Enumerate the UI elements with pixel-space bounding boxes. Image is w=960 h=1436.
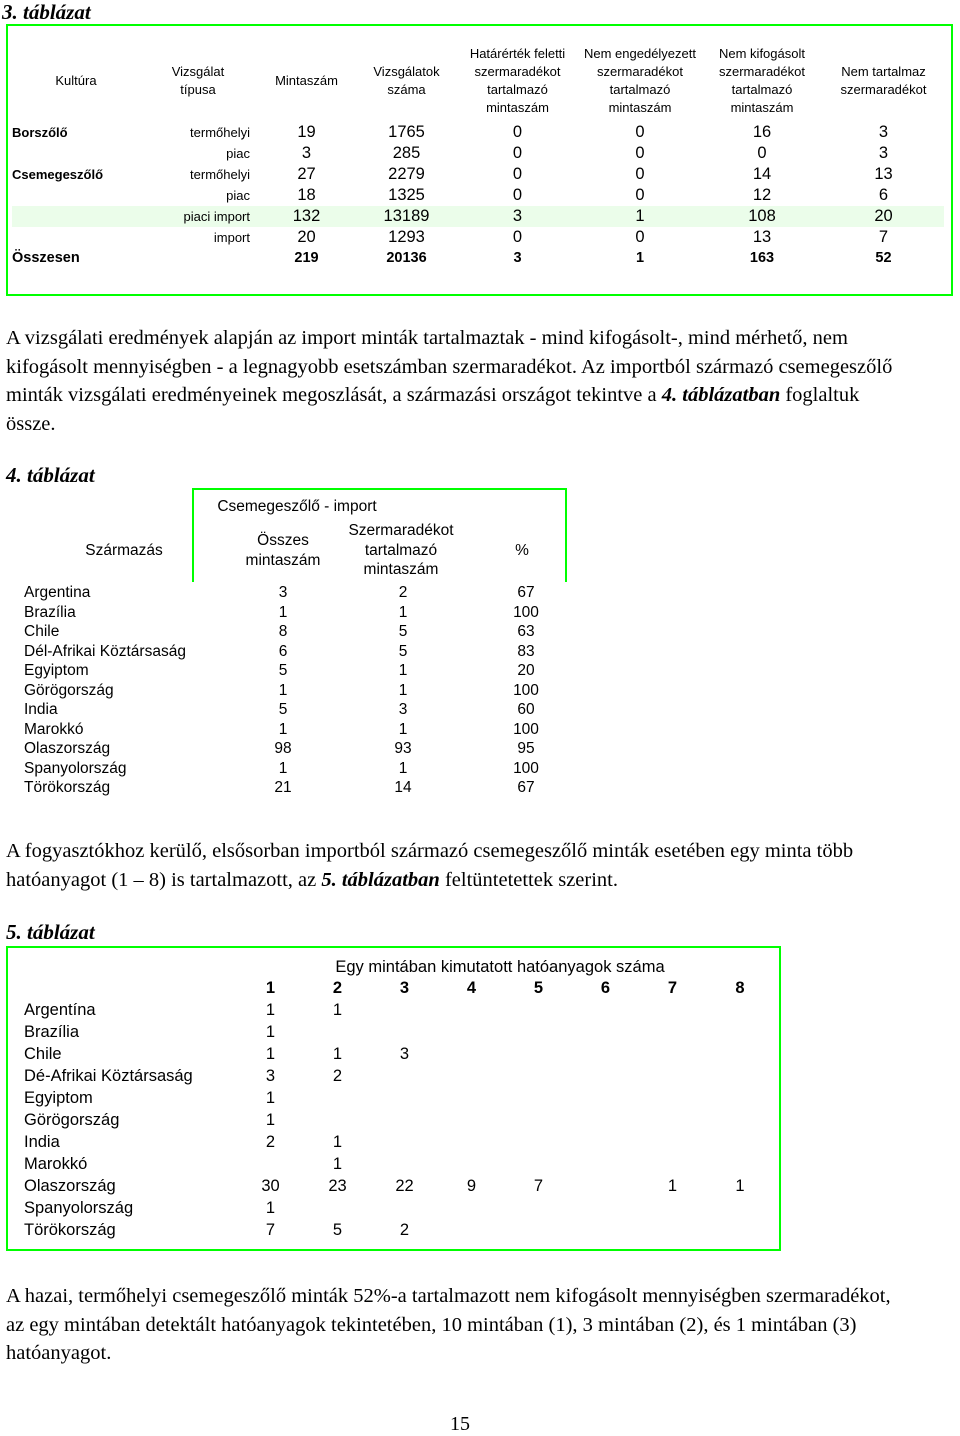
table5-count-cell (639, 1219, 706, 1241)
table3-value-cell: 0 (512, 186, 523, 204)
table3-header-not-objected: Nem kifogásolt szermaradékot tartalmazó mintaszám (719, 46, 805, 115)
table5-count-cell (572, 1219, 639, 1241)
table5-count-cell: 30 (261, 1177, 280, 1195)
table3-value-cell: 3 (878, 123, 889, 141)
table3-value-cell: 7 (878, 228, 889, 246)
table5-count-cell (706, 1109, 774, 1131)
table5-count-cell (639, 1021, 706, 1043)
table3-culture-cell (12, 185, 140, 206)
table5-count-cell: 1 (332, 1001, 343, 1019)
table4-country-cell: Görögország (24, 681, 114, 699)
table4-total-cell: 1 (278, 603, 288, 621)
table4-country-cell: Brazília (24, 603, 76, 621)
table4-residue-cell: 5 (398, 642, 408, 660)
table3-value-cell: 0 (757, 144, 767, 162)
table5-country-cell: Spanyolország (24, 1199, 134, 1217)
table4-total-cell: 5 (278, 701, 288, 718)
table3-value-cell: 1293 (388, 228, 425, 246)
table4-residue-cell: 1 (398, 759, 408, 777)
table-row (12, 206, 944, 227)
table3-value-cell: 27 (297, 165, 316, 183)
table-row (24, 1175, 774, 1197)
table3-total-cell: 163 (749, 250, 775, 266)
table5-column-header: 6 (600, 979, 611, 997)
table4-total-cell: 1 (278, 720, 288, 738)
table5-count-cell (639, 1065, 706, 1087)
table5-count-cell: 23 (328, 1177, 347, 1195)
table5-column-header: 3 (399, 979, 410, 997)
table5-count-cell (438, 1197, 505, 1219)
table4-total-cell: 1 (278, 681, 288, 699)
page-number: 15 (450, 1413, 470, 1435)
table3-value-cell: 0 (635, 228, 645, 246)
table5-count-cell: 5 (332, 1221, 343, 1239)
table5-count-cell: 1 (265, 1199, 276, 1217)
table5-count-cell: 22 (395, 1177, 414, 1195)
table4-residue-cell: 2 (398, 584, 408, 601)
table3-culture-cell (12, 143, 140, 164)
paragraph-1 (6, 324, 911, 438)
table5-count-cell (371, 1065, 438, 1087)
table3-value-cell: 13189 (357, 206, 456, 227)
table5-count-cell (572, 1131, 639, 1153)
table3-value-cell: 0 (635, 165, 645, 183)
table5-count-cell (438, 1021, 505, 1043)
table5-count-cell (639, 999, 706, 1021)
table3-value-cell: 0 (512, 144, 523, 162)
table4-country-cell: Marokkó (24, 720, 84, 738)
table3-value-cell: 20 (823, 206, 944, 227)
table4-caption: 4. táblázat (6, 463, 95, 487)
table-row (24, 999, 774, 1021)
table-row (24, 642, 584, 662)
table5-country-cell: Törökország (24, 1221, 116, 1239)
table4 (24, 583, 584, 798)
table4-total-cell: 1 (278, 759, 288, 777)
table-row (24, 739, 584, 759)
table4-residue-cell: 5 (398, 623, 408, 640)
table3-total-cell: 52 (875, 250, 892, 266)
table3-value-cell: 19 (297, 123, 316, 141)
table5-count-cell (505, 1087, 572, 1109)
table4-residue-cell: 1 (398, 603, 408, 621)
table5-count-cell (304, 1087, 371, 1109)
table5-count-cell (639, 1043, 706, 1065)
table5-count-cell (438, 1109, 505, 1131)
table5-count-cell: 9 (466, 1177, 477, 1195)
table3-value-cell: 2279 (388, 165, 425, 183)
table5-count-cell: 1 (735, 1177, 745, 1195)
paragraph-1-table-ref: 4. táblázatban (661, 384, 781, 406)
table5-count-cell (505, 1131, 572, 1153)
table3-type-cell: piac (226, 146, 250, 161)
table5-count-cell (371, 1197, 438, 1219)
table5-count-cell (505, 1153, 572, 1175)
table4-percent-cell: 60 (517, 701, 535, 718)
table3-culture-cell: Csemegeszőlő (12, 167, 104, 182)
table5-column-header: 7 (667, 979, 678, 997)
table5-count-cell (371, 1131, 438, 1153)
table3-value-cell: 16 (752, 123, 772, 141)
table5-count-cell (706, 1197, 774, 1219)
table5-count-cell (706, 1219, 774, 1241)
paragraph-3: A hazai, termőhelyi csemegeszőlő minták 52%-a tartalmazott nem kifogásolt mennyiségben szermaradékot, az egy mintában detektált hatóanyagok tekintetében, 10 mintában (1), 3 mintában (2), és 1 mintában (3) hatóanyagot. (6, 1285, 891, 1364)
table4-total-cell: 5 (278, 662, 288, 679)
table5-count-cell (438, 1153, 505, 1175)
table3-total-empty (140, 248, 256, 269)
table5-count-cell: 1 (265, 1001, 276, 1019)
table-row (12, 143, 944, 164)
table5-count-cell (505, 1109, 572, 1131)
table4-header-origin: Származás (85, 542, 163, 559)
table5-count-cell (438, 1043, 505, 1065)
table4-country-cell: Törökország (24, 779, 111, 796)
table3-culture-cell (12, 227, 140, 248)
table-row (24, 1131, 774, 1153)
table5-country-cell: India (24, 1133, 60, 1151)
table5-count-cell: 1 (332, 1155, 343, 1173)
table3-header-no-residue: Nem tartalmaz szermaradékot (840, 64, 927, 97)
table5-count-cell (304, 1109, 371, 1131)
table5-count-cell (371, 1109, 438, 1131)
table4-percent-cell: 67 (517, 584, 535, 601)
table3-header-test-count: Vizsgálatok száma (373, 64, 440, 97)
table4-country-cell: Egyiptom (24, 662, 89, 679)
table3-total-label: Összesen (12, 250, 80, 266)
table5-count-cell (639, 1131, 706, 1153)
table5-country-cell: Egyiptom (24, 1089, 93, 1107)
table3-value-cell: 0 (635, 186, 645, 204)
table4-residue-cell: 93 (394, 740, 412, 757)
table4-residue-cell: 1 (398, 720, 408, 738)
table5-count-cell (572, 1197, 639, 1219)
table5-count-cell (572, 1021, 639, 1043)
table5-count-cell (572, 1043, 639, 1065)
table3-total-cell: 3 (513, 250, 522, 266)
table5-column-header-row (24, 977, 774, 999)
table3-total-cell: 20136 (386, 250, 427, 266)
table3-value-cell: 14 (752, 165, 772, 183)
table5-country-cell: Argentína (24, 1001, 96, 1019)
table4-header-residue: Szermaradékot tartalmazó mintaszám (348, 522, 454, 578)
table5-count-cell (639, 1153, 706, 1175)
table5-count-cell (505, 999, 572, 1021)
table5-count-cell (505, 1043, 572, 1065)
table5-country-cell: Görögország (24, 1111, 120, 1129)
table3-value-cell: 13 (752, 228, 772, 246)
table5-count-cell: 2 (399, 1221, 410, 1239)
table-row (12, 164, 944, 185)
table5-count-cell: 1 (332, 1133, 343, 1151)
table5-count-cell (505, 1219, 572, 1241)
table4-percent-cell: 100 (513, 681, 539, 699)
table-row (24, 720, 584, 740)
table5-group-header: Egy mintában kimutatott hatóanyagok száma (335, 958, 665, 976)
table3-header-test-type: Vizsgálat típusa (171, 64, 225, 97)
table4-percent-cell: 100 (513, 720, 539, 738)
table3-header-culture: Kultúra (55, 73, 97, 88)
table4-total-cell: 3 (278, 584, 288, 601)
table4-header-percent: % (515, 542, 529, 559)
table3-value-cell: 12 (752, 186, 772, 204)
table3-culture-cell: Borszőlő (12, 125, 68, 140)
table5-count-cell (237, 1153, 304, 1175)
table4-total-cell: 98 (274, 740, 292, 757)
table3-total-row (12, 248, 944, 269)
table3-value-cell: 0 (512, 228, 523, 246)
table5-count-cell (572, 1109, 639, 1131)
table5-count-cell (706, 1021, 774, 1043)
table3-value-cell: 3 (301, 144, 312, 162)
table3-value-cell: 20 (297, 228, 316, 246)
table4-percent-cell: 83 (517, 642, 535, 660)
table5-count-cell (572, 1175, 639, 1197)
table-row (12, 122, 944, 143)
table5-count-cell (438, 1131, 505, 1153)
table5-corner-cell (24, 977, 237, 999)
table3-header-sample-count: Mintaszám (275, 73, 338, 88)
table3-type-cell: import (213, 230, 250, 245)
table3-type-cell: termőhelyi (190, 167, 250, 182)
table3-value-cell: 0 (512, 165, 523, 183)
table-row (24, 1021, 774, 1043)
table5-count-cell (371, 1021, 438, 1043)
table4-percent-cell: 95 (517, 740, 535, 757)
table5-count-cell (572, 1087, 639, 1109)
table5-count-cell: 3 (265, 1067, 276, 1085)
table5-count-cell: 1 (265, 1023, 276, 1041)
table5-column-header: 8 (735, 979, 745, 997)
table3-type-cell: termőhelyi (190, 125, 250, 140)
table4-group-header: Csemegeszőlő - import (217, 498, 377, 515)
table-row (24, 1219, 774, 1241)
table4-residue-cell: 1 (398, 662, 408, 679)
table4-percent-cell: 63 (517, 623, 535, 640)
table3-type-cell: piaci import (140, 206, 256, 227)
paragraph-2-end: feltüntetettek szerint. (439, 868, 618, 891)
table3-value-cell: 285 (392, 144, 421, 162)
table5-country-cell: Olaszország (24, 1177, 116, 1195)
table5-count-cell (304, 1021, 371, 1043)
table4-percent-cell: 100 (513, 759, 539, 777)
table5-count-cell: 2 (332, 1067, 343, 1085)
table4-total-cell: 6 (278, 642, 288, 660)
table-row (24, 681, 584, 701)
table4-percent-cell: 100 (513, 603, 539, 621)
table4-country-cell: Spanyolország (24, 759, 127, 777)
table5-count-cell: 2 (265, 1133, 276, 1151)
table3-value-cell: 0 (635, 123, 645, 141)
table5-count-cell (438, 999, 505, 1021)
paragraph-2-text: A fogyasztókhoz kerülő, elsősorban importból származó csemegeszőlő minták esetében egy minta több hatóanyagot (1 – 8) is tartalmazott, az (6, 840, 854, 891)
table-row (24, 1087, 774, 1109)
table4-country-cell: India (24, 701, 58, 718)
table3-type-cell: piac (226, 188, 250, 203)
table3 (12, 40, 944, 269)
table5-count-cell (438, 1219, 505, 1241)
table3-total-cell: 219 (294, 250, 319, 266)
table-row (12, 185, 944, 206)
table5-count-cell (505, 1197, 572, 1219)
table5-column-header: 1 (265, 979, 276, 997)
paragraph-2-table-ref: 5. táblázatban (321, 868, 440, 891)
table5-count-cell (706, 1043, 774, 1065)
table5-count-cell (371, 999, 438, 1021)
table5-country-cell: Marokkó (24, 1155, 88, 1173)
table4-country-cell: Argentina (24, 584, 91, 601)
table-row (24, 1065, 774, 1087)
table3-value-cell: 1325 (388, 186, 425, 204)
table5-count-cell (706, 1131, 774, 1153)
table5-count-cell (706, 1087, 774, 1109)
table4-percent-cell: 20 (517, 662, 535, 679)
table5-count-cell (438, 1087, 505, 1109)
table5-column-header: 4 (466, 979, 477, 997)
table5-count-cell (371, 1087, 438, 1109)
table3-header-above-limit: Határérték feletti szermaradékot tartalmazó mintaszám (469, 46, 566, 115)
table3-value-cell: 0 (635, 144, 645, 162)
table5-count-cell: 1 (265, 1111, 276, 1129)
table5-count-cell (639, 1109, 706, 1131)
table3-value-cell: 108 (701, 206, 823, 227)
table4-percent-cell: 67 (517, 779, 535, 796)
table5-count-cell (438, 1065, 505, 1087)
table3-culture-cell (12, 206, 140, 227)
table3-value-cell: 6 (878, 186, 889, 204)
table5-count-cell (505, 1021, 572, 1043)
table5-count-cell: 3 (399, 1045, 410, 1063)
table5-count-cell (572, 999, 639, 1021)
table3-caption: 3. táblázat (2, 0, 91, 24)
table4-total-cell: 8 (278, 623, 288, 640)
table-row (24, 778, 584, 798)
table5-country-cell: Chile (24, 1045, 62, 1063)
table5-count-cell (572, 1153, 639, 1175)
table5 (24, 977, 774, 1241)
table5-count-cell (572, 1065, 639, 1087)
table4-residue-cell: 14 (394, 779, 412, 796)
table5-caption: 5. táblázat (6, 920, 95, 944)
table3-header-not-permitted: Nem engedélyezett szermaradékot tartalmazó mintaszám (583, 46, 696, 115)
table-row (24, 1109, 774, 1131)
table3-value-cell: 132 (256, 206, 357, 227)
table4-country-cell: Chile (24, 623, 60, 640)
table5-count-cell: 1 (332, 1045, 343, 1063)
table5-count-cell (706, 1065, 774, 1087)
table5-count-cell (371, 1153, 438, 1175)
table-row (24, 1197, 774, 1219)
table3-value-cell: 13 (874, 165, 893, 183)
table3-total-cell: 1 (635, 250, 645, 266)
table4-country-cell: Olaszország (24, 740, 111, 757)
table5-count-cell (639, 1197, 706, 1219)
table3-value-cell: 3 (456, 206, 579, 227)
table4-residue-cell: 3 (398, 701, 408, 718)
table-row (24, 583, 584, 603)
table4-header-total: Összes mintaszám (245, 532, 321, 569)
table5-column-header: 5 (533, 979, 544, 997)
table5-count-cell: 7 (533, 1177, 544, 1195)
table3-value-cell: 0 (512, 123, 523, 141)
table4-residue-cell: 1 (398, 681, 408, 699)
table5-count-cell (639, 1087, 706, 1109)
table5-count-cell (706, 999, 774, 1021)
table-row (24, 603, 584, 623)
table5-column-header: 2 (332, 979, 343, 997)
table-row (24, 661, 584, 681)
table5-country-cell: Brazília (24, 1023, 80, 1041)
table-row (24, 700, 584, 720)
paragraph-1-text: A vizsgálati eredmények alapján az import minták tartalmaztak - mind kifogásolt-, mind mérhető, nem kifogásolt mennyiségben - a legnagyobb esetszámban szermaradékot. Az importból származó csemegeszőlő minták vizsgálati eredményeinek megoszlását, a származási országot tekintve a (6, 327, 893, 406)
table5-count-cell: 7 (265, 1221, 276, 1239)
table-row (24, 1043, 774, 1065)
table-row (24, 622, 584, 642)
table3-value-cell: 1 (579, 206, 701, 227)
table5-count-cell (505, 1065, 572, 1087)
table-row (12, 227, 944, 248)
paragraph-1-end: foglaltuk össze. (6, 384, 860, 435)
table3-value-cell: 18 (297, 186, 316, 204)
table3-value-cell: 3 (878, 144, 889, 162)
table-row (24, 759, 584, 779)
table-row (24, 1153, 774, 1175)
table5-count-cell (706, 1153, 774, 1175)
table5-count-cell (304, 1197, 371, 1219)
table3-value-cell: 1765 (388, 123, 425, 141)
table4-total-cell: 21 (274, 779, 292, 796)
table4-country-cell: Dél-Afrikai Köztársaság (24, 642, 186, 660)
table5-count-cell: 1 (265, 1045, 276, 1063)
table5-count-cell: 1 (265, 1089, 276, 1107)
table3-header-row (12, 40, 944, 122)
table5-country-cell: Dé-Afrikai Köztársaság (24, 1067, 193, 1085)
table5-count-cell: 1 (667, 1177, 678, 1195)
paragraph-2 (6, 837, 911, 894)
